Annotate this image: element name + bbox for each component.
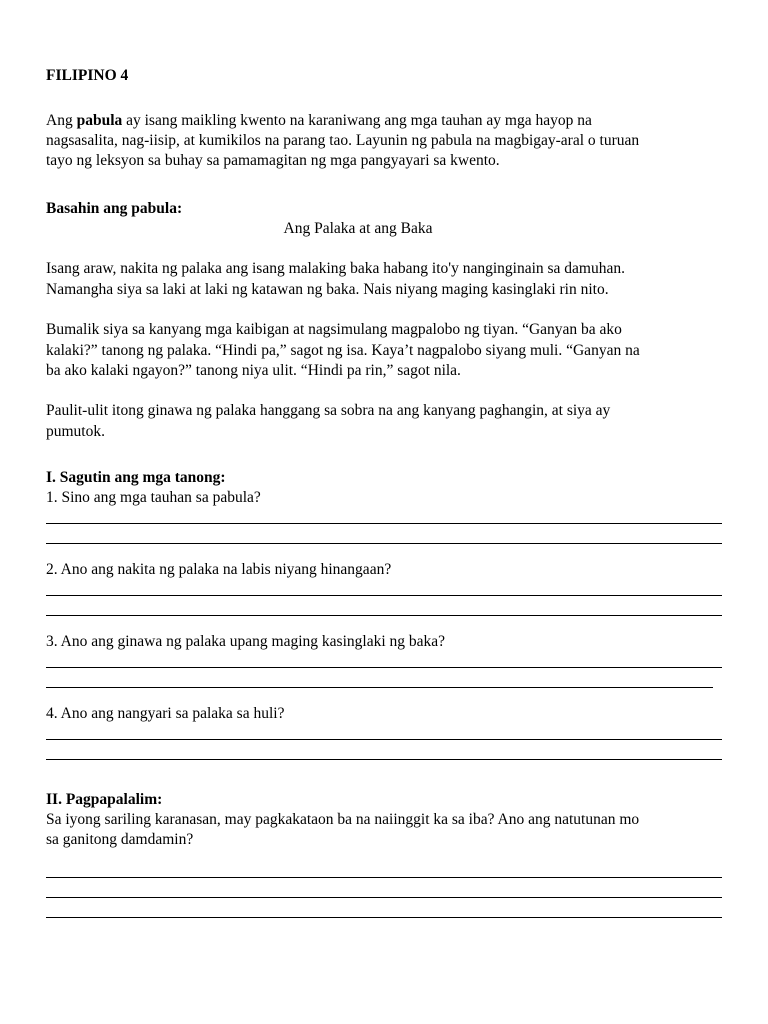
answer-line[interactable] — [46, 759, 722, 760]
story-p2-line-1: Bumalik siya sa kanyang mga kaibigan at nagsimulang magpalobo ng tiyan. “Ganyan ba ako — [46, 321, 622, 338]
story-p1-line-1: Isang araw, nakita ng palaka ang isang malaking baka habang ito'y nanginginain sa damuhan. — [46, 260, 625, 277]
answer-line[interactable] — [46, 523, 722, 524]
answer-line[interactable] — [46, 877, 722, 878]
answer-line[interactable] — [46, 543, 722, 544]
story-p2-line-3: ba ako kalaki ngayon?” tanong niya ulit. “Hindi pa rin,” sagot nila. — [46, 362, 461, 379]
section2-heading: II. Pagpapalalim: — [46, 791, 163, 808]
answer-line[interactable] — [46, 687, 713, 688]
intro-line-1-rest: ay isang maikling kwento na karaniwang ang mga tauhan ay mga hayop na — [122, 112, 592, 129]
story-p3-line-2: pumutok. — [46, 423, 105, 440]
story-p3-line-1: Paulit-ulit itong ginawa ng palaka hanggang sa sobra na ang kanyang paghangin, at siya ay — [46, 402, 611, 419]
question-4: 4. Ano ang nangyari sa palaka sa huli? — [46, 705, 285, 722]
section2-prompt-line-2: sa ganitong damdamin? — [46, 831, 194, 848]
intro-bold-term: pabula — [76, 112, 123, 129]
intro-line-3: tayo ng leksyon sa buhay sa pamamagitan ng mga pangyayari sa kwento. — [46, 152, 500, 169]
intro-pre: Ang — [46, 112, 77, 129]
story-title: Ang Palaka at ang Baka — [283, 220, 433, 237]
answer-line[interactable] — [46, 739, 722, 740]
answer-line[interactable] — [46, 667, 722, 668]
answer-line[interactable] — [46, 595, 722, 596]
story-p1-line-2: Namangha siya sa laki at laki ng katawan ng baka. Nais niyang maging kasinglaki rin nito. — [46, 281, 609, 298]
answer-line[interactable] — [46, 897, 722, 898]
question-3: 3. Ano ang ginawa ng palaka upang maging kasinglaki ng baka? — [46, 633, 446, 650]
answer-line[interactable] — [46, 615, 722, 616]
intro-line-2: nagsasalita, nag-iisip, at kumikilos na parang tao. Layunin ng pabula na magbigay-aral o turuan — [46, 132, 640, 149]
question-2: 2. Ano ang nakita ng palaka na labis niyang hinangaan? — [46, 561, 392, 578]
story-heading: Basahin ang pabula: — [46, 200, 183, 217]
section1-heading: I. Sagutin ang mga tanong: — [46, 469, 226, 486]
question-1: 1. Sino ang mga tauhan sa pabula? — [46, 489, 261, 506]
worksheet-title: FILIPINO 4 — [46, 67, 129, 84]
section2-prompt-line-1: Sa iyong sariling karanasan, may pagkakataon ba na naiinggit ka sa iba? Ano ang natutunan mo — [46, 811, 640, 828]
intro-line-1 — [46, 111, 726, 132]
answer-line[interactable] — [46, 917, 722, 918]
story-p2-line-2: kalaki?” tanong ng palaka. “Hindi pa,” sagot ng isa. Kaya’t nagpalobo siyang muli. “Ganyan na — [46, 342, 640, 359]
